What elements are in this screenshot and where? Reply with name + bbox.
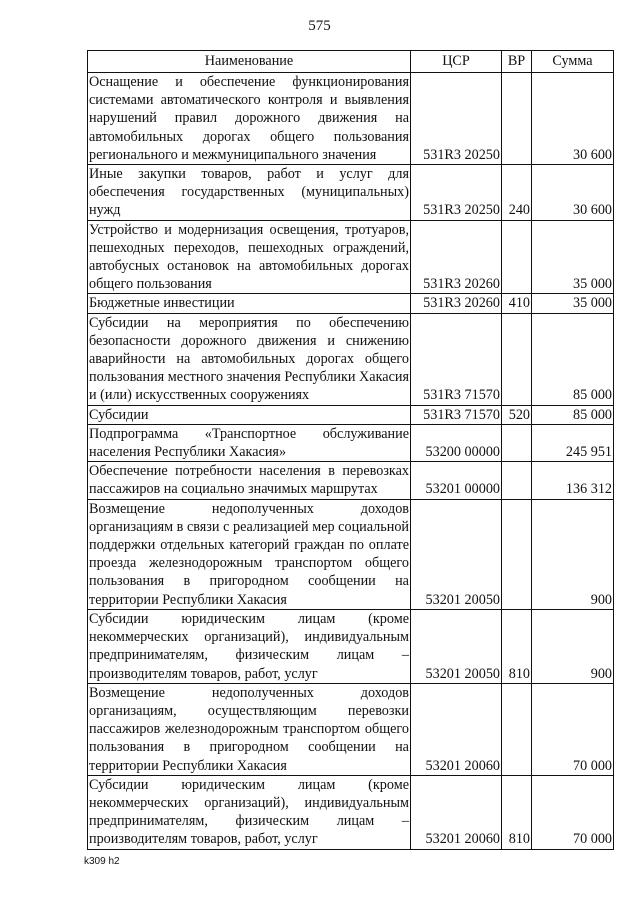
row-csr: 531R3 20260	[411, 294, 502, 313]
budget-table	[87, 50, 614, 850]
row-name: Субсидии на мероприятия по обеспечению безопасности дорожного движения и снижению аварийности на автомобильных дорогах общего пользования местного значения Республики Хакасия и (или) искусственных сооружениях	[89, 314, 409, 404]
table-row	[88, 405, 614, 424]
row-csr: 53200 00000	[411, 424, 502, 461]
row-sum: 70 000	[532, 775, 614, 849]
row-sum: 35 000	[532, 220, 614, 294]
header-csr: ЦСР	[411, 51, 502, 73]
table-row	[88, 73, 614, 165]
row-vr: 240	[502, 165, 532, 221]
row-sum: 30 600	[532, 165, 614, 221]
header-sum: Сумма	[532, 51, 614, 73]
row-name: Обеспечение потребности населения в перевозках пассажиров на социально значимых маршрутах	[89, 463, 409, 498]
row-sum: 70 000	[532, 683, 614, 775]
header-vr: ВР	[502, 51, 532, 73]
table-row	[88, 313, 614, 405]
row-vr	[502, 683, 532, 775]
row-name: Оснащение и обеспечение функционирования системами автоматического контроля и выявления нарушений правил дорожного движения на автомобильных дорогах общего пользования регионального и межмуниципального значения	[89, 74, 409, 163]
row-vr	[502, 462, 532, 499]
table-row	[88, 220, 614, 294]
row-sum: 900	[532, 609, 614, 683]
row-sum: 900	[532, 499, 614, 609]
row-csr: 53201 20060	[411, 683, 502, 775]
row-name: Бюджетные инвестиции	[88, 294, 411, 313]
row-sum: 85 000	[532, 405, 614, 424]
row-vr	[502, 313, 532, 405]
table-row	[88, 294, 614, 313]
row-vr: 410	[502, 294, 532, 313]
table-row	[88, 683, 614, 775]
row-csr: 53201 20050	[411, 609, 502, 683]
row-vr	[502, 424, 532, 461]
table-row	[88, 499, 614, 609]
row-csr: 531R3 71570	[411, 313, 502, 405]
row-sum: 136 312	[532, 462, 614, 499]
row-name: Субсидии	[88, 405, 411, 424]
table-row	[88, 609, 614, 683]
row-sum: 245 951	[532, 424, 614, 461]
row-name: Субсидии юридическим лицам (кроме некоммерческих организаций), индивидуальным предпринимателям, физическим лицам – производителям товаров, работ, услуг	[89, 610, 409, 682]
row-name: Субсидии юридическим лицам (кроме некоммерческих организаций), индивидуальным предпринимателям, физическим лицам – производителям товаров, работ, услуг	[89, 776, 409, 848]
row-vr	[502, 220, 532, 294]
row-csr: 53201 20060	[411, 775, 502, 849]
header-name: Наименование	[88, 51, 411, 73]
row-name: Устройство и модернизация освещения, тротуаров, пешеходных переходов, пешеходных ограждений, автобусных остановок на автомобильных дорогах общего пользования	[89, 221, 409, 293]
table-row	[88, 165, 614, 221]
row-vr	[502, 499, 532, 609]
footer-code: k309 h2	[84, 856, 120, 867]
table-row	[88, 462, 614, 499]
row-sum: 85 000	[532, 313, 614, 405]
page-number: 575	[308, 18, 331, 34]
row-name: Подпрограмма «Транспортное обслуживание населения Республики Хакасия»	[89, 425, 409, 461]
row-csr: 531R3 71570	[411, 405, 502, 424]
row-name: Возмещение недополученных доходов организациям в связи с реализацией мер социальной поддержки отдельных категорий граждан по оплате проезда железнодорожным транспортом общего пользования в пригородном сообщении на территории Республики Хакасия	[89, 500, 409, 608]
row-sum: 35 000	[532, 294, 614, 313]
row-vr: 810	[502, 609, 532, 683]
row-vr: 810	[502, 775, 532, 849]
row-vr: 520	[502, 405, 532, 424]
row-sum: 30 600	[532, 73, 614, 165]
row-name: Возмещение недополученных доходов организациям, осуществляющим перевозки пассажиров железнодорожным транспортом общего пользования в пригородном сообщении на территории Республики Хакасия	[89, 684, 409, 774]
row-csr: 531R3 20250	[411, 165, 502, 221]
row-csr: 53201 00000	[411, 462, 502, 499]
table-row	[88, 424, 614, 461]
row-csr: 53201 20050	[411, 499, 502, 609]
row-csr: 531R3 20260	[411, 220, 502, 294]
row-name: Иные закупки товаров, работ и услуг для обеспечения государственных (муниципальных) нужд	[89, 166, 409, 219]
row-csr: 531R3 20250	[411, 73, 502, 165]
table-row	[88, 775, 614, 849]
row-vr	[502, 73, 532, 165]
table-header-row	[88, 51, 614, 73]
